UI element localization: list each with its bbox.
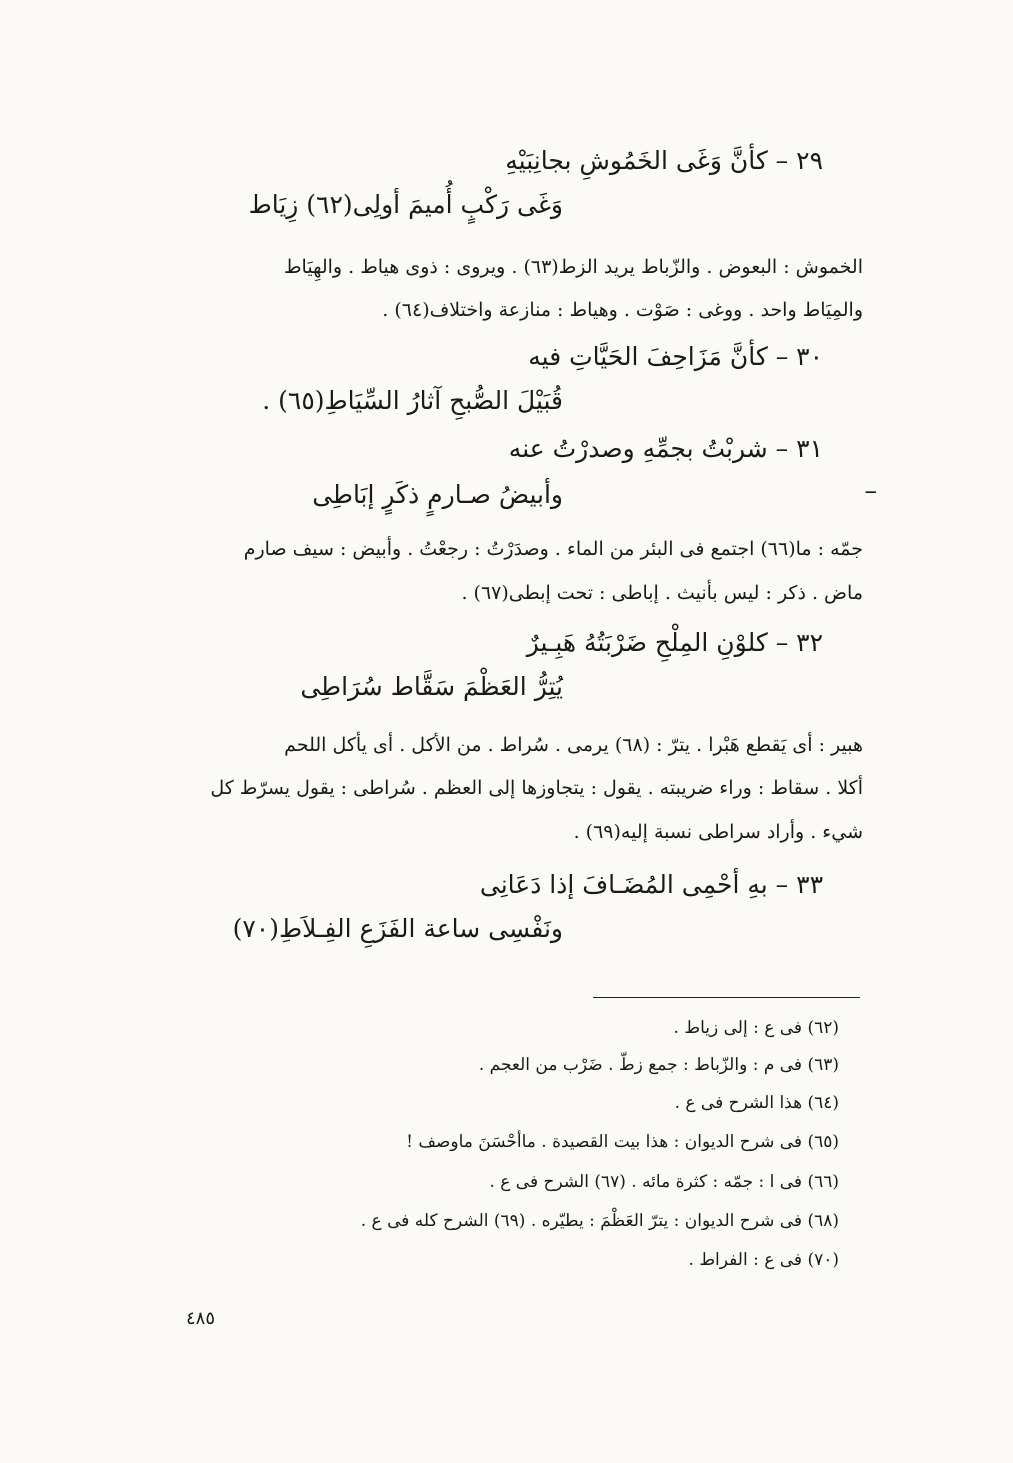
verse-31-dash: – <box>864 476 877 505</box>
verse-31-first-hemistich: ٣١ – شربْتُ بجمِّهِ وصدرْتُ عنه <box>508 434 823 463</box>
verse-33-first-hemistich: ٣٣ – بهِ أحْمِى المُضَـافَ إذا دَعَانِى <box>479 870 823 899</box>
verse-31-second-hemistich: وأبيضُ صـارمٍ ذكَرٍ إبَاطِى <box>312 480 563 509</box>
footnote: (٦٤) هذا الشرح فى ع . <box>674 1093 839 1113</box>
commentary-line: شيء . وأراد سراطى نسبة إليه(٦٩) . <box>573 821 863 843</box>
footnote: (٦٥) فى شرح الديوان : هذا بيت القصيدة . ماأحْسَنَ ماوصف ! <box>406 1132 839 1152</box>
footnote-separator <box>593 997 860 998</box>
footnote: (٧٠) فى ع : الفراط . <box>688 1250 839 1270</box>
commentary-line: أكلا . سقاط : وراء ضريبته . يقول : يتجاوزها إلى العظم . سُراطى : يقول يسرّط كل <box>210 777 863 799</box>
commentary-line: الخموش : البعوض . والزّباط يريد الزط(٦٣) . ويروى : ذوى هياط . والهِيَاط <box>283 256 863 278</box>
verse-29-first-hemistich: ٢٩ – كأنَّ وَغَى الخَمُوشِ بجانِبَيْهِ <box>505 146 823 175</box>
verse-30-second-hemistich: قُبَيْلَ الصُّبحِ آثارُ السِّيَاطِ(٦٥) . <box>262 386 563 415</box>
verse-29-second-hemistich: وَغَى رَكْبٍ أُميمَ أولِى(٦٢) زِيَاط <box>248 190 563 219</box>
commentary-line: ماض . ذكر : ليس بأنيث . إباطى : تحت إبطى(٦٧) . <box>461 582 863 604</box>
commentary-line: هبير : أى يَقطع هَبْرا . يترّ : (٦٨) يرمى . سُراط . من الأكل . أى يأكل اللحم <box>284 734 863 756</box>
footnote: (٦٦) فى ا : جمّه : كثرة مائه . (٦٧) الشرح فى ع . <box>489 1172 839 1192</box>
footnote: (٦٢) فى ع : إلى زياط . <box>673 1018 839 1038</box>
verse-32-second-hemistich: يُتِرُّ العَظْمَ سَقَّاط سُرَاطِى <box>300 672 563 701</box>
commentary-line: والمِيَاط واحد . ووغى : صَوْت . وهياط : منازعة واختلاف(٦٤) . <box>382 299 863 321</box>
verse-33-second-hemistich: ونَفْسِى ساعة الفَزَعِ الفِـلاَطِ(٧٠) <box>232 914 563 943</box>
page-number: ٤٨٥ <box>185 1308 215 1329</box>
footnote: (٦٣) فى م : والزّباط : جمع زطّ . ضَرْب من العجم . <box>478 1055 839 1075</box>
verse-32-first-hemistich: ٣٢ – كلوْنِ المِلْحِ ضَرْبَتُهُ هَبِـيرٌ <box>526 628 823 657</box>
commentary-line: جمّه : ما(٦٦) اجتمع فى البئر من الماء . وصدَرْتُ : رجعْتُ . وأبيض : سيف صارم <box>243 538 863 560</box>
footnote: (٦٨) فى شرح الديوان : يترّ العَظْمَ : يطيّره . (٦٩) الشرح كله فى ع . <box>360 1211 839 1231</box>
verse-30-first-hemistich: ٣٠ – كأنَّ مَزَاحِفَ الحَيَّاتِ فيه <box>528 342 823 371</box>
